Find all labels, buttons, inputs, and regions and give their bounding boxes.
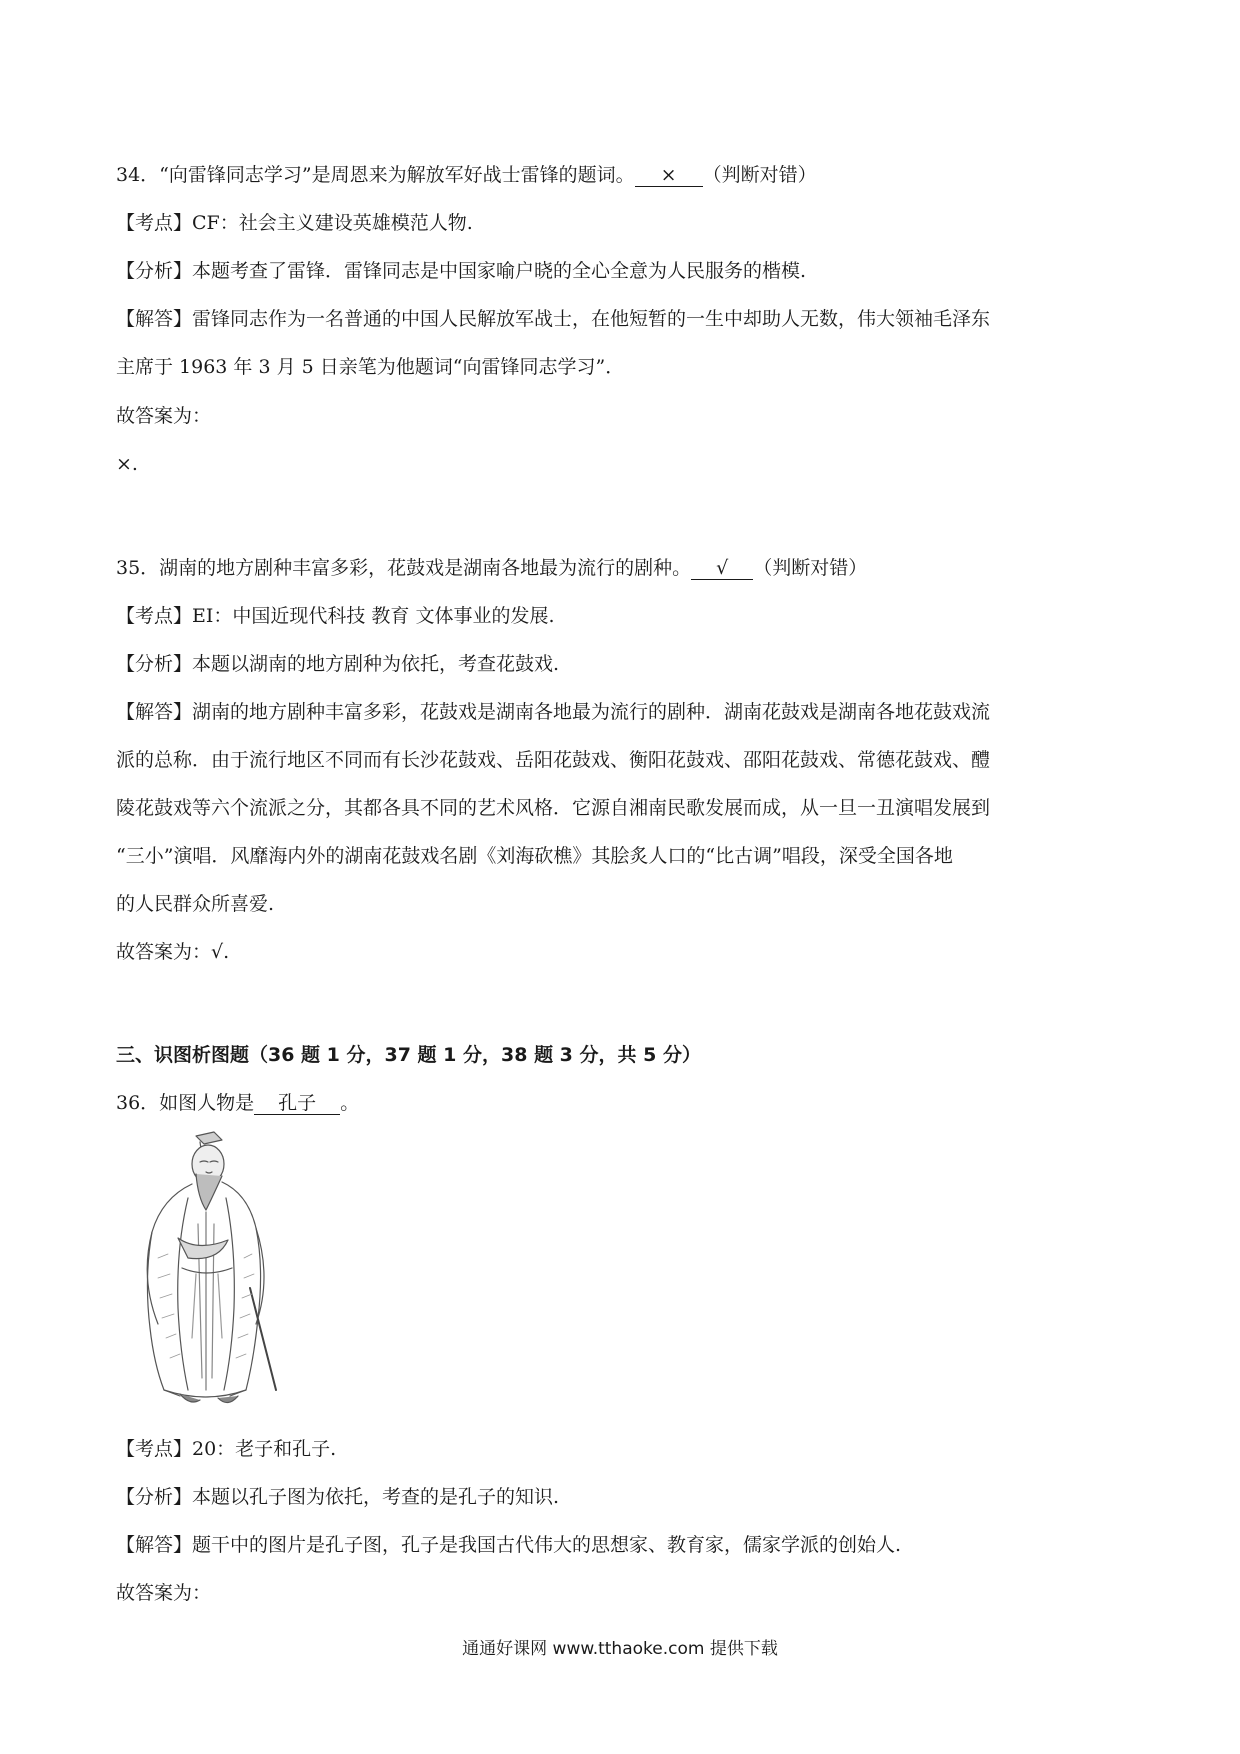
q36-jieda: 【解答】题干中的图片是孔子图，孔子是我国古代伟大的思想家、教育家，儒家学派的创始人. (116, 1534, 902, 1556)
q35-jieda-line-5: 的人民群众所喜爱. (116, 893, 275, 915)
q35-answer-blank: √ (691, 557, 753, 580)
q36-answer-blank: 孔子 (254, 1092, 340, 1115)
q34-jieda-line-1: 【解答】雷锋同志作为一名普通的中国人民解放军战士，在他短暂的一生中却助人无数，伟大领袖毛泽东 (116, 308, 991, 330)
section-3-title: 三、识图析图题（36 题 1 分，37 题 1 分，38 题 3 分，共 5 分） (116, 1044, 701, 1066)
q35-question (116, 556, 867, 580)
page-footer: 通通好课网 www.tthaoke.com 提供下载 (462, 1639, 778, 1659)
q36-question-suffix: 。 (340, 1092, 360, 1114)
q34-question-suffix: （判断对错） (702, 164, 817, 186)
q35-jieda-line-1: 【解答】湖南的地方剧种丰富多彩，花鼓戏是湖南各地最为流行的剧种．湖南花鼓戏是湖南各地花鼓戏流 (116, 701, 991, 723)
q34-fenxi: 【分析】本题考查了雷锋．雷锋同志是中国家喻户晓的全心全意为人民服务的楷模. (116, 260, 807, 282)
q35-question-text: 35．湖南的地方剧种丰富多彩，花鼓戏是湖南各地最为流行的剧种。 (116, 557, 692, 579)
q36-fenxi: 【分析】本题以孔子图为依托，考查的是孔子的知识. (116, 1486, 560, 1508)
q34-question (116, 163, 817, 187)
q35-jieda-line-3: 陵花鼓戏等六个流派之分，其都各具不同的艺术风格．它源自湘南民歌发展而成，从一旦一丑演唱发展到 (116, 797, 991, 819)
q36-answer-label: 故答案为： (116, 1582, 212, 1604)
q36-question-text: 36．如图人物是 (116, 1092, 255, 1114)
q35-jieda-line-2: 派的总称．由于流行地区不同而有长沙花鼓戏、岳阳花鼓戏、衡阳花鼓戏、邵阳花鼓戏、常德花鼓戏、醴 (116, 749, 991, 771)
q34-answer-blank: × (635, 164, 703, 187)
q35-question-suffix: （判断对错） (753, 557, 868, 579)
q35-answer-line: 故答案为：√. (116, 941, 230, 963)
q34-answer-value: ×. (116, 453, 138, 475)
q35-jieda-line-4: “三小”演唱．风靡海内外的湖南花鼓戏名剧《刘海砍樵》其脍炙人口的“比古调”唱段，深受全国各地 (116, 845, 953, 867)
q34-jieda-line-2: 主席于 1963 年 3 月 5 日亲笔为他题词“向雷锋同志学习”． (116, 356, 625, 378)
q34-answer-label: 故答案为： (116, 405, 212, 427)
q35-kaodian: 【考点】EI：中国近现代科技 教育 文体事业的发展. (116, 605, 555, 627)
q36-question (116, 1091, 359, 1115)
q36-kaodian: 【考点】20：老子和孔子. (116, 1438, 337, 1460)
q34-kaodian: 【考点】CF：社会主义建设英雄模范人物. (116, 212, 473, 234)
q34-question-text: 34．“向雷锋同志学习”是周恩来为解放军好战士雷锋的题词。 (116, 164, 635, 186)
confucius-figure-image (118, 1128, 288, 1412)
q35-fenxi: 【分析】本题以湖南的地方剧种为依托，考查花鼓戏. (116, 653, 560, 675)
